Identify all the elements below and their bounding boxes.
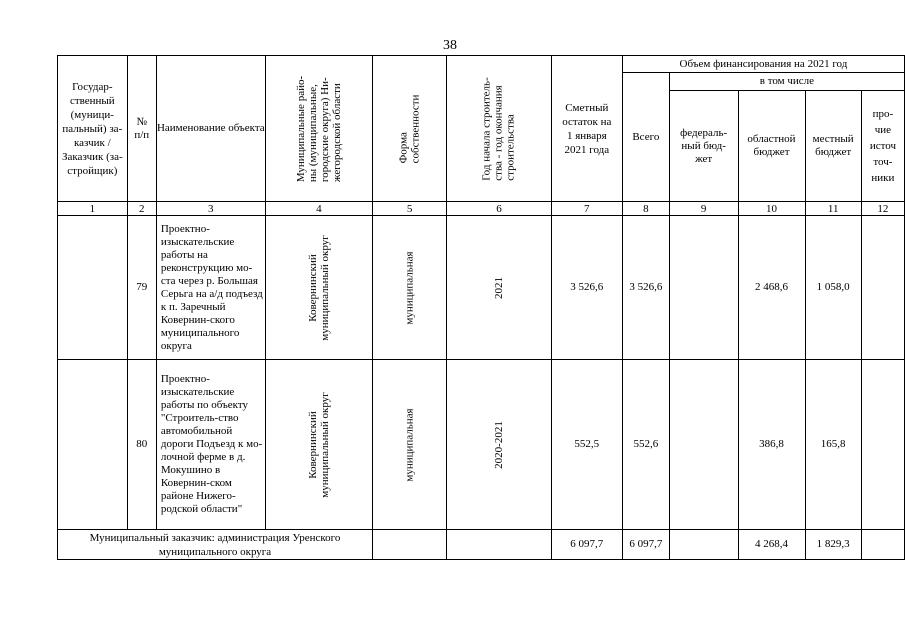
row-total: 3 526,6 [622, 216, 669, 360]
table-row [58, 216, 905, 360]
row-object-name: Проектно-изыскательские работы на реконструкцию мо-ста через р. Большая Серьга на а/д подъезд к п. Заречный Ковернин-ского муниципального округа [156, 216, 265, 360]
header-years: Год начала строитель- ства - год окончания строительства [447, 56, 551, 202]
row-local: 1 058,0 [805, 216, 861, 360]
row-district: Ковернинский муниципальный округ [265, 360, 372, 530]
summary-local: 1 829,3 [805, 530, 861, 560]
header-including: в том числе [669, 73, 904, 91]
summary-other [861, 530, 904, 560]
summary-ownership [373, 530, 447, 560]
column-number: 5 [373, 202, 447, 216]
row-ownership: муниципальная [373, 216, 447, 360]
row-other [861, 216, 904, 360]
summary-label: Муниципальный заказчик: администрация Уренского муниципального округа [58, 530, 373, 560]
summary-row [58, 530, 905, 560]
row-regional: 2 468,6 [738, 216, 805, 360]
row-estimate: 552,5 [551, 360, 622, 530]
header-other: про-чие источ точ-ники [861, 91, 904, 202]
row-object-name: Проектно-изыскательские работы по объекту "Строитель-ство автомобильной дороги Подъезд к мо-лочной ферме в д. Мокушино в Ковернин-ском районе Нижего-родской области" [156, 360, 265, 530]
row-years: 2021 [447, 216, 551, 360]
summary-total: 6 097,7 [622, 530, 669, 560]
column-number: 10 [738, 202, 805, 216]
column-number: 4 [265, 202, 372, 216]
column-numbers-row [58, 202, 905, 216]
row-federal [669, 360, 738, 530]
header-total: Всего [622, 73, 669, 202]
column-number: 2 [127, 202, 156, 216]
row-customer [58, 216, 128, 360]
header-estimate: Сметный остаток на 1 января 2021 года [551, 56, 622, 202]
row-years: 2020-2021 [447, 360, 551, 530]
summary-federal [669, 530, 738, 560]
column-number: 3 [156, 202, 265, 216]
row-district: Ковернинский муниципальный округ [265, 216, 372, 360]
summary-estimate: 6 097,7 [551, 530, 622, 560]
funding-table [57, 55, 905, 560]
header-local: местный бюджет [805, 91, 861, 202]
row-total: 552,6 [622, 360, 669, 530]
row-local: 165,8 [805, 360, 861, 530]
row-federal [669, 216, 738, 360]
header-ownership: Форма собственности [373, 56, 447, 202]
column-number: 7 [551, 202, 622, 216]
header-funding-title: Объем финансирования на 2021 год [622, 56, 904, 73]
column-number: 12 [861, 202, 904, 216]
row-number: 80 [127, 360, 156, 530]
row-ownership: муниципальная [373, 360, 447, 530]
column-number: 11 [805, 202, 861, 216]
row-other [861, 360, 904, 530]
header-regional: областной бюджет [738, 91, 805, 202]
header-district: Муниципальные райо- ны (муниципальные, городские округа) Ни- жегородской области [265, 56, 372, 202]
row-regional: 386,8 [738, 360, 805, 530]
page-number: 38 [443, 38, 457, 53]
header-number: № п/п [127, 56, 156, 202]
column-number: 9 [669, 202, 738, 216]
header-federal: федераль-ный бюд-жет [669, 91, 738, 202]
column-number: 6 [447, 202, 551, 216]
column-number: 8 [622, 202, 669, 216]
summary-years [447, 530, 551, 560]
row-estimate: 3 526,6 [551, 216, 622, 360]
header-customer: Государ-ственный (муници-пальный) за-казчик / Заказчик (за-стройщик) [58, 56, 128, 202]
row-customer [58, 360, 128, 530]
table-row [58, 360, 905, 530]
row-number: 79 [127, 216, 156, 360]
header-object-name: Наименование объекта [156, 56, 265, 202]
summary-regional: 4 268,4 [738, 530, 805, 560]
column-number: 1 [58, 202, 128, 216]
